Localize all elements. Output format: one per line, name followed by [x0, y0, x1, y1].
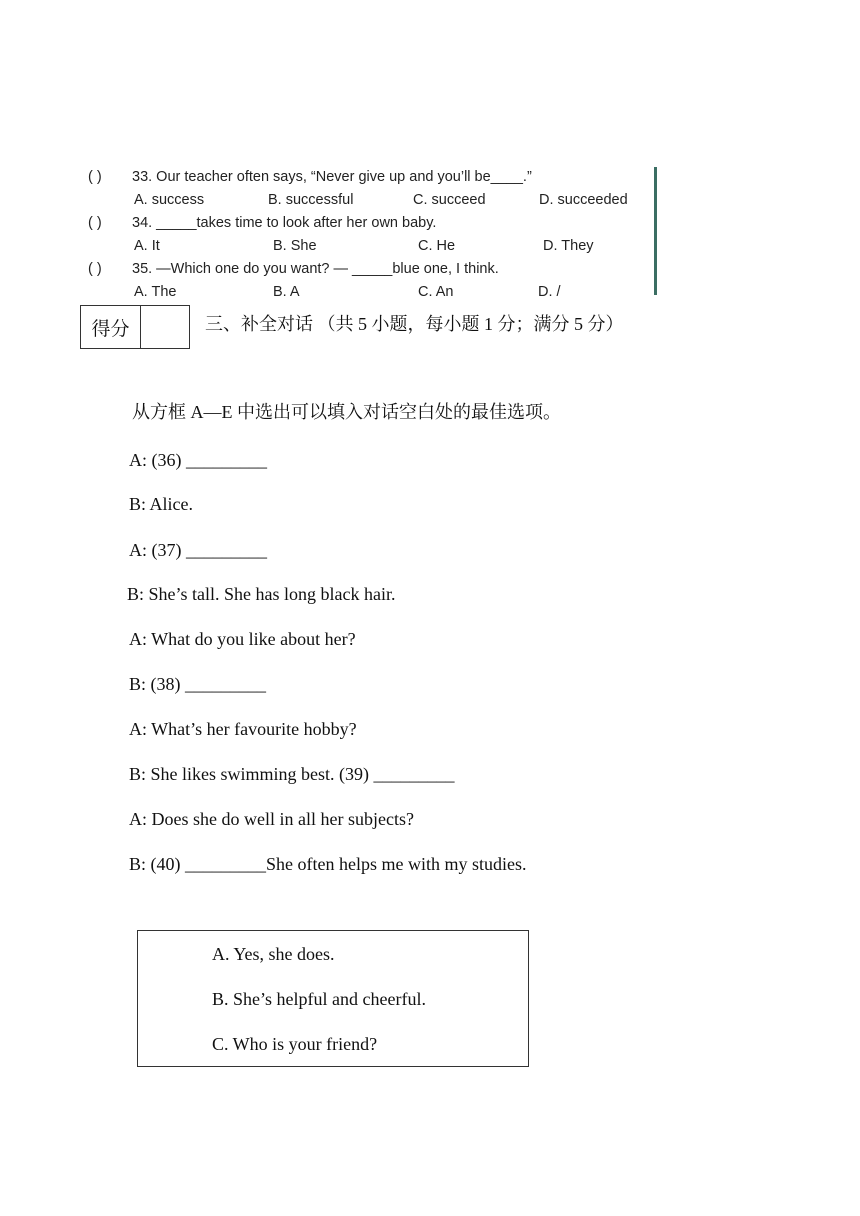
dialogue-line: B: She likes swimming best. (39) _________ — [129, 764, 455, 784]
dialogue-line: B: (38) _________ — [129, 674, 266, 694]
answer-paren: ( ) — [88, 261, 102, 277]
dialogue-line: A: Does she do well in all her subjects? — [129, 809, 414, 829]
question-33 — [88, 166, 648, 189]
instruction: 从方框 A—E 中选出可以填入对话空白处的最佳选项。 — [132, 402, 561, 422]
section-title: 三、补全对话 （共 5 小题，每小题 1 分；满分 5 分） — [205, 314, 624, 334]
box-option-c: C. Who is your friend? — [212, 1034, 378, 1054]
dialogue-line: B: (40) _________She often helps me with my studies. — [129, 854, 527, 874]
question-stem: 35. —Which one do you want? — _____blue one, I think. — [132, 261, 499, 277]
mcq-block — [88, 166, 648, 304]
options-box — [137, 930, 529, 1067]
dialogue-line: B: She’s tall. She has long black hair. — [127, 584, 396, 604]
dialogue-line: A: (37) _________ — [129, 540, 267, 560]
answer-paren: ( ) — [88, 215, 102, 231]
question-34-options — [88, 235, 648, 258]
dialogue-line: B: Alice. — [129, 494, 193, 514]
question-stem: 33. Our teacher often says, “Never give up and you’ll be____.” — [132, 169, 532, 185]
option-b: B. successful — [268, 192, 354, 208]
dialogue-line: A: What do you like about her? — [129, 629, 356, 649]
answer-paren: ( ) — [88, 169, 102, 185]
dialogue-line: A: (36) _________ — [129, 450, 267, 470]
score-label: 得分 — [81, 306, 141, 348]
option-a: A. success — [134, 192, 205, 208]
question-33-options — [88, 189, 648, 212]
question-34 — [88, 212, 648, 235]
margin-bar — [654, 167, 657, 295]
question-35-options — [88, 281, 648, 304]
box-option-b: B. She’s helpful and cheerful. — [212, 989, 426, 1009]
question-35 — [88, 258, 648, 281]
dialogue-line: A: What’s her favourite hobby? — [129, 719, 357, 739]
option-c: C. An — [418, 284, 454, 300]
score-box — [80, 305, 190, 349]
option-a: A. It — [134, 238, 160, 254]
box-option-a: A. Yes, she does. — [212, 944, 335, 964]
option-d: D. They — [543, 238, 594, 254]
option-c: C. He — [418, 238, 456, 254]
option-d: D. / — [538, 284, 561, 300]
option-c: C. succeed — [413, 192, 486, 208]
question-stem: 34. _____takes time to look after her own baby. — [132, 215, 437, 231]
option-a: A. The — [134, 284, 177, 300]
option-b: B. She — [273, 238, 317, 254]
option-b: B. A — [273, 284, 300, 300]
score-cell — [141, 306, 189, 348]
option-d: D. succeeded — [539, 192, 628, 208]
